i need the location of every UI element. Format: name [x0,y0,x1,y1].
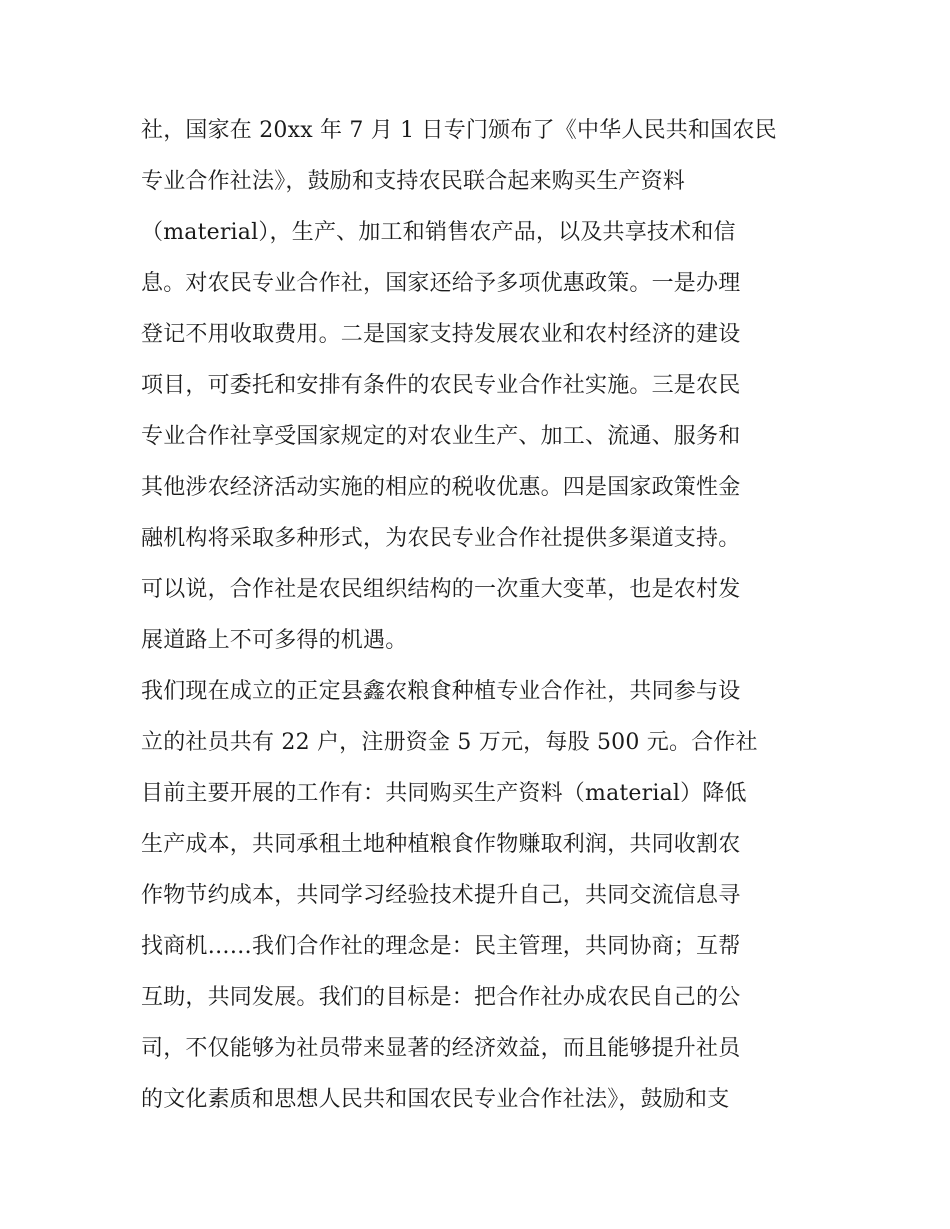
text-line: 专业合作社享受国家规定的对农业生产、加工、流通、服务和 [141,424,741,449]
text-line: 息。对农民专业合作社，国家还给予多项优惠政策。一是办理 [141,271,741,296]
text-line: 司，不仅能够为社员带来显著的经济效益，而且能够提升社员 [141,1036,741,1061]
text-line: 找商机……我们合作社的理念是：民主管理，共同协商；互帮 [141,934,741,959]
text-line: 目前主要开展的工作有：共同购买生产资料（material）降低 [141,781,747,806]
text-line: 立的社员共有 22 户，注册资金 5 万元，每股 500 元。合作社 [141,730,758,755]
text-line: 社，国家在 20xx 年 7 月 1 日专门颁布了《中华人民共和国农民 [141,118,777,143]
text-line: 我们现在成立的正定县鑫农粮食种植专业合作社，共同参与设 [141,679,741,704]
text-line: 专业合作社法》，鼓励和支持农民联合起来购买生产资料 [141,169,686,194]
text-line: （material），生产、加工和销售农产品，以及共享技术和信 [141,220,736,245]
text-line: 可以说，合作社是农民组织结构的一次重大变革，也是农村发 [141,577,741,602]
text-line: 生产成本，共同承租土地种植粮食作物赚取利润，共同收割农 [141,832,741,857]
text-line: 其他涉农经济活动实施的相应的税收优惠。四是国家政策性金 [141,475,741,500]
text-line: 融机构将采取多种形式，为农民专业合作社提供多渠道支持。 [141,526,741,551]
text-line: 互助，共同发展。我们的目标是：把合作社办成农民自己的公 [141,985,741,1010]
text-line: 的文化素质和思想人民共和国农民专业合作社法》，鼓励和支 [141,1087,730,1112]
text-line: 项目，可委托和安排有条件的农民专业合作社实施。三是农民 [141,373,741,398]
body-text [141,105,821,1125]
text-line: 作物节约成本，共同学习经验技术提升自己，共同交流信息寻 [141,883,741,908]
text-line: 展道路上不可多得的机遇。 [141,628,408,653]
text-line: 登记不用收取费用。二是国家支持发展农业和农村经济的建设 [141,322,741,347]
